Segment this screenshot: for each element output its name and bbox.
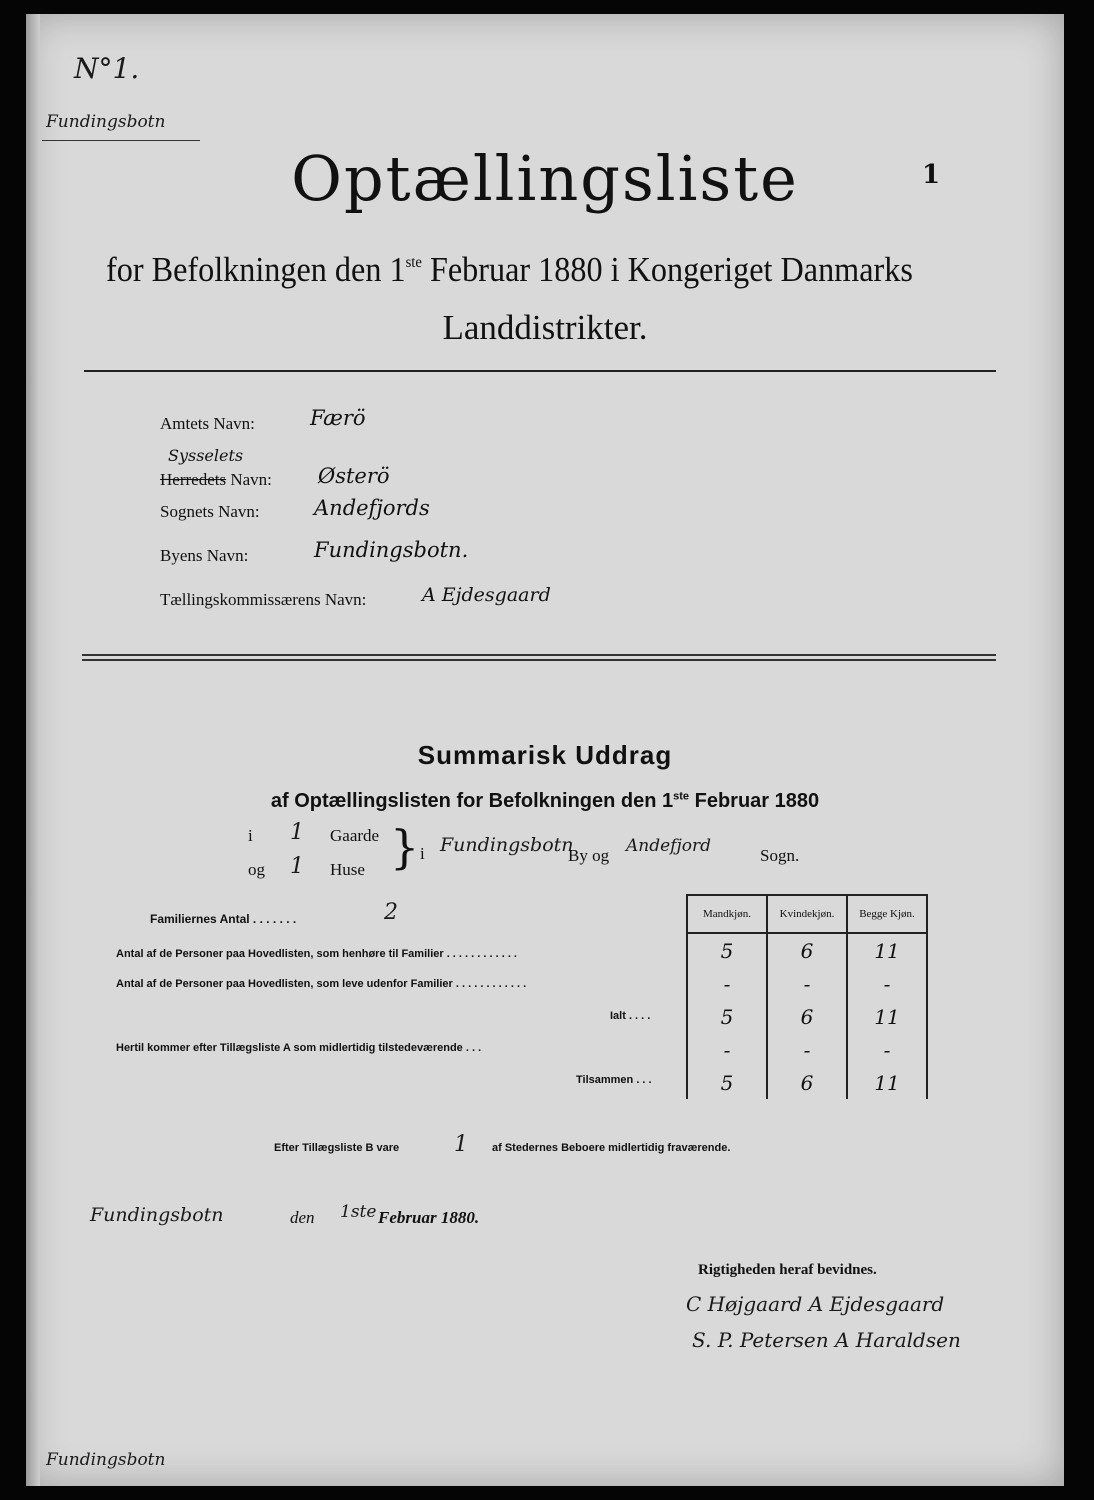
sogn-label-print: Sogn. <box>760 846 800 865</box>
signature-line-1: C Højgaard A Ejdesgaard <box>686 1292 945 1316</box>
table-cell: 5 <box>687 933 767 967</box>
familier-label: Familiernes Antal . . . . . . . <box>150 912 297 926</box>
page-title: Optællingsliste <box>291 142 799 215</box>
subtitle-pre: for Befolkningen den 1 <box>106 250 406 289</box>
by-label: Byens Navn: <box>160 546 249 565</box>
subtitle-line-1 <box>106 250 913 290</box>
table-row <box>687 933 927 967</box>
margin-place-top: Fundingsbotn <box>46 112 166 132</box>
table-cell: 11 <box>847 933 927 967</box>
table-cell: - <box>847 1033 927 1066</box>
summary-sub-post: Februar 1880 <box>689 790 820 812</box>
sogn-label: Sognets Navn: <box>160 502 260 521</box>
huse-count: 1 <box>290 854 304 879</box>
row-label-2: Antal af de Personer paa Hovedlisten, som leve udenfor Familier . . . . . . . . . . . . <box>116 978 527 990</box>
huse-label: Huse <box>330 860 365 879</box>
by-value: Fundingsbotn. <box>314 538 469 562</box>
table-header-row <box>687 895 927 933</box>
tillaeg-post: af Stedernes Beboere midlertidig fraværende. <box>492 1142 731 1154</box>
sogn-hand: Andefjord <box>626 836 711 856</box>
gaarde-label: Gaarde <box>330 826 380 845</box>
table-row <box>687 967 927 1000</box>
herred-struck: Herredets <box>160 470 227 489</box>
by-og-label: By og <box>568 846 610 865</box>
tillaeg-pre: Efter Tillægsliste B vare <box>274 1142 400 1154</box>
row-label-4: Hertil kommer efter Tillægsliste A som midlertidig tilstedeværende . . . <box>116 1042 482 1054</box>
den-label: den <box>290 1208 315 1227</box>
header-kvindekjon: Kvindekjøn. <box>767 895 847 933</box>
table-cell: 11 <box>847 1066 927 1099</box>
familier-value: 2 <box>384 900 398 925</box>
gaarde-count: 1 <box>290 820 304 845</box>
table-cell: 5 <box>687 1066 767 1099</box>
header-mandkjon: Mandkjøn. <box>687 895 767 933</box>
census-page <box>26 14 1064 1486</box>
by-hand: Fundingsbotn <box>440 834 574 856</box>
date-hand: 1ste <box>340 1202 377 1222</box>
signature-line-2: S. P. Petersen A Haraldsen <box>692 1328 961 1352</box>
double-rule-bottom <box>82 659 996 661</box>
subtitle-sup: ste <box>405 254 422 271</box>
herred-replacement: Sysselets <box>168 446 244 465</box>
table-cell: 6 <box>767 1000 847 1033</box>
table-cell: 11 <box>847 1000 927 1033</box>
table-cell: - <box>767 1033 847 1066</box>
table-cell: 6 <box>767 1066 847 1099</box>
table-row <box>687 1066 927 1099</box>
tillaeg-value: 1 <box>454 1132 468 1157</box>
herred-value: Østerö <box>318 464 390 488</box>
table-cell: - <box>847 967 927 1000</box>
kommissaer-value: A Ejdesgaard <box>422 584 551 606</box>
header-begge: Begge Kjøn. <box>847 895 927 933</box>
brace: } <box>390 820 420 874</box>
summary-subtitle <box>26 790 1064 813</box>
og-label: og <box>248 860 265 879</box>
margin-underline <box>42 140 200 141</box>
table-cell: 5 <box>687 1000 767 1033</box>
margin-number: N°1. <box>74 52 140 85</box>
attest-text: Rigtigheden heraf bevidnes. <box>698 1262 877 1278</box>
double-rule-top <box>82 654 996 656</box>
table-cell: - <box>687 1033 767 1066</box>
amt-label: Amtets Navn: <box>160 414 255 433</box>
page-number: 1 <box>922 160 941 190</box>
summary-sub-pre: af Optællingslisten for Befolkningen den 1 <box>270 790 674 812</box>
table-cell: - <box>687 967 767 1000</box>
table-cell: 6 <box>767 933 847 967</box>
subtitle-post: Februar 1880 i Kongeriget Danmarks <box>421 250 913 289</box>
row-label-5: Tilsammen . . . <box>576 1074 652 1086</box>
i2-label: i <box>420 844 425 863</box>
row-label-3: Ialt . . . . <box>610 1010 651 1022</box>
place-hand: Fundingsbotn <box>90 1204 224 1226</box>
row-label-1: Antal af de Personer paa Hovedlisten, som henhøre til Familier . . . . . . . . . . . . <box>116 948 517 960</box>
kommissaer-label: Tællingskommissærens Navn: <box>160 590 367 609</box>
herred-label <box>160 470 272 490</box>
margin-place-bottom: Fundingsbotn <box>46 1450 166 1470</box>
table-cell: - <box>767 967 847 1000</box>
i-label: i <box>248 826 253 845</box>
amt-value: Færö <box>310 406 366 430</box>
sogn-value: Andefjords <box>314 496 430 520</box>
table-row <box>687 1000 927 1033</box>
summary-title: Summarisk Uddrag <box>417 740 673 770</box>
summary-sub-sup: ste <box>673 790 690 803</box>
subtitle-line-2: Landdistrikter. <box>442 308 648 347</box>
table-row <box>687 1033 927 1066</box>
summary-table <box>686 894 928 1099</box>
herred-rest: Navn: <box>230 470 272 489</box>
header-rule <box>84 370 996 372</box>
date-print: Februar 1880. <box>378 1208 480 1227</box>
